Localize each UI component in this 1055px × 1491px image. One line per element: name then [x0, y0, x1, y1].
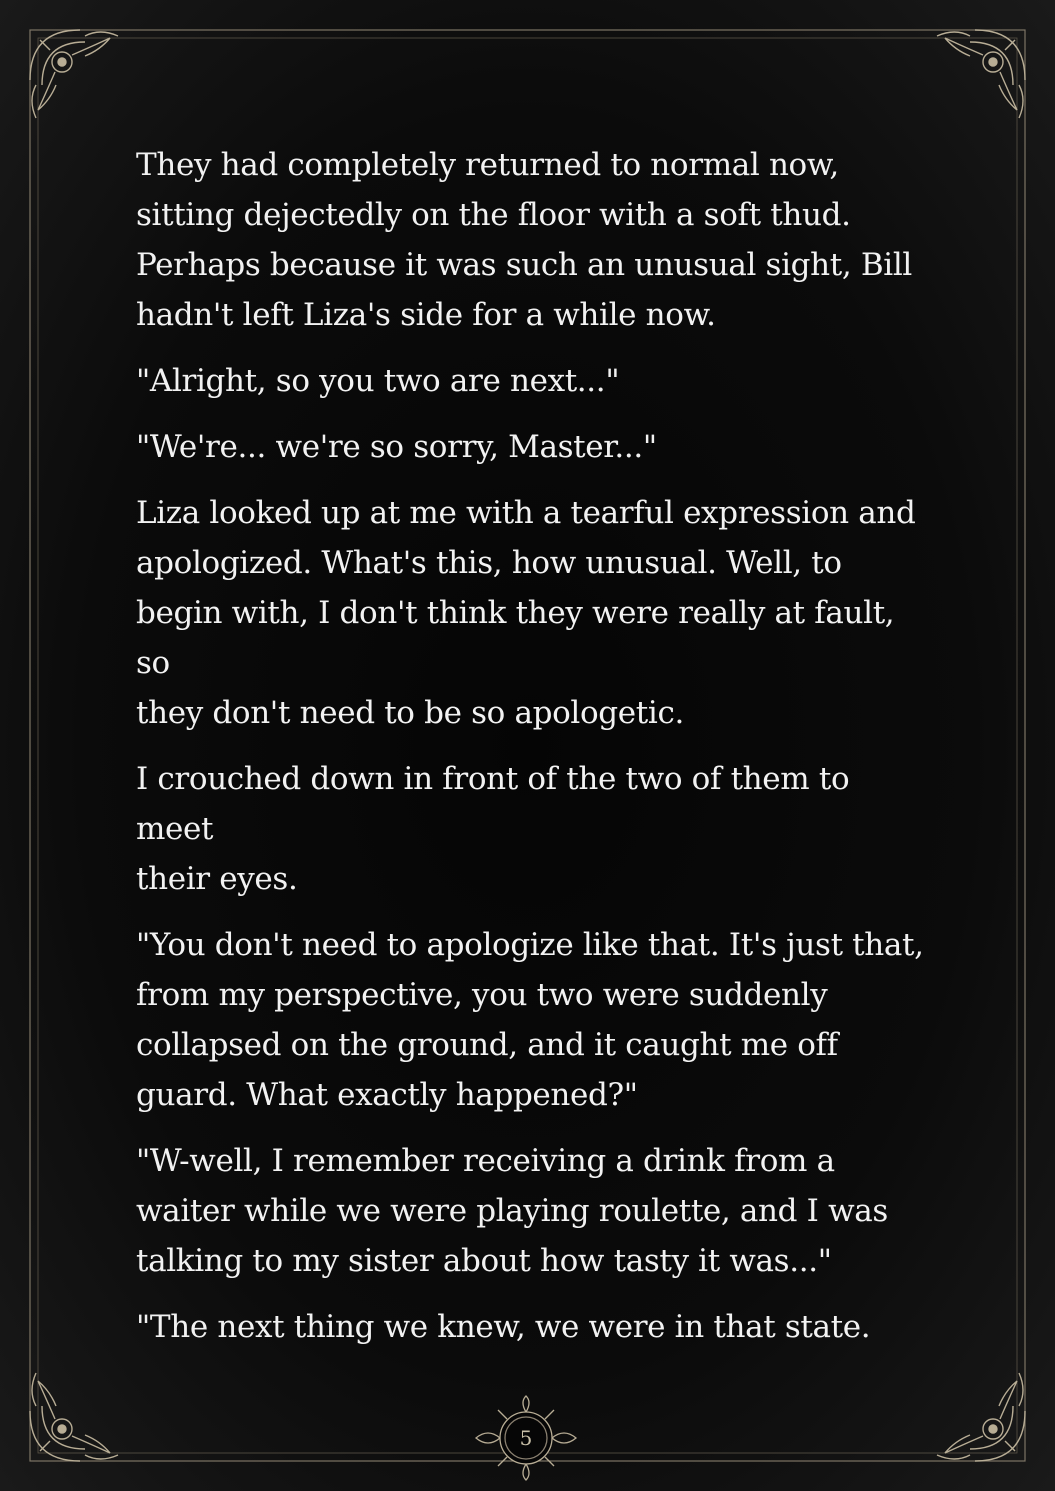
paragraph: "You don't need to apologize like that. It's just that, from my perspective, you two were suddenly collapsed on the ground, and it caught me off guard. What exactly happened?" [136, 927, 924, 1113]
corner-ornament-bottom-left [30, 1373, 118, 1461]
page-number: 5 [519, 1426, 533, 1450]
corner-ornament-top-left [30, 30, 118, 118]
paragraph: I crouched down in front of the two of them to meet their eyes. [136, 761, 850, 897]
corner-ornament-top-right [937, 30, 1025, 118]
paragraph: "W-well, I remember receiving a drink from a waiter while we were playing roulette, and I was talking to my sister about how tasty it was..." [136, 1143, 888, 1279]
corner-ornament-bottom-right [937, 1373, 1025, 1461]
paragraph: They had completely returned to normal now, sitting dejectedly on the floor with a soft thud. Perhaps because it was such an unusual sight, Bill hadn't left Liza's side for a while now. [136, 147, 912, 333]
paragraph: "Alright, so you two are next..." [136, 363, 620, 399]
paragraph: "We're... we're so sorry, Master..." [136, 429, 657, 465]
paragraph: "The next thing we knew, we were in that state. [136, 1309, 871, 1345]
story-text [136, 140, 926, 1368]
paragraph: Liza looked up at me with a tearful expression and apologized. What's this, how unusual. Well, to begin with, I don't think they were really at fault, so they don't need to be so apologetic. [136, 495, 916, 731]
